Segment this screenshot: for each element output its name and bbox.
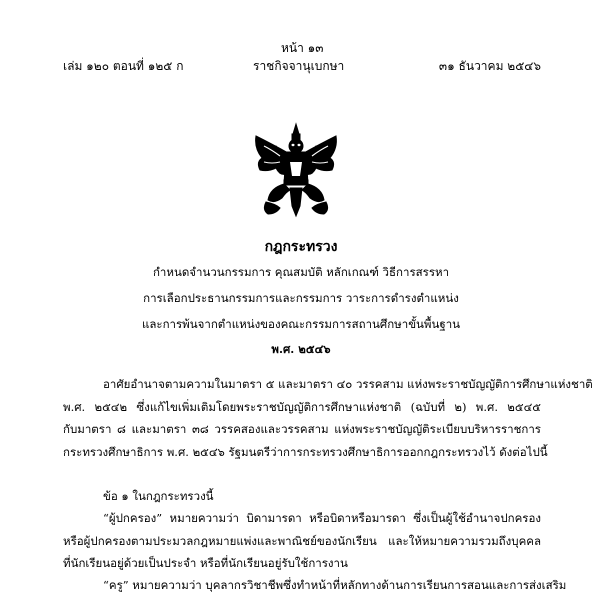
subtitle-line-3: และการพ้นจากตำแหน่งของคณะกรรมการสถานศึกษาขั้นพื้นฐาน xyxy=(141,317,461,331)
document-title: กฎกระทรวง xyxy=(264,239,338,255)
garuda-emblem-icon xyxy=(250,122,342,218)
teacher-line-1: “ครู” หมายความว่า บุคลากรวิชาชีพซึ่งทำหน้าที่หลักทางด้านการเรียนการสอนและการส่งเสริม xyxy=(103,578,567,592)
definition-guardian xyxy=(63,507,541,575)
preamble-line-4: กระทรวงศึกษาธิการ พ.ศ. ๒๕๔๖ รัฐมนตรีว่าการกระทรวงศึกษาธิการออกกฎกระทรวงไว้ ดังต่อไปนี้ xyxy=(63,444,548,459)
document-year: พ.ศ. ๒๕๔๖ xyxy=(271,342,331,356)
guardian-line-3: ที่นักเรียนอยู่ด้วยเป็นประจำ หรือที่นักเรียนอยู่รับใช้การงาน xyxy=(63,556,348,570)
gazette-date: ๓๑ ธันวาคม ๒๕๔๖ xyxy=(438,59,541,73)
page-number: หน้า ๑๓ xyxy=(281,41,324,55)
subtitle-line-1: กำหนดจำนวนกรรมการ คุณสมบัติ หลักเกณฑ์ วิธีการสรรหา xyxy=(152,265,450,279)
gazette-name: ราชกิจจานุเบกษา xyxy=(253,59,345,73)
definition-teacher xyxy=(63,574,567,597)
preamble-line-1: อาศัยอำนาจตามความในมาตรา ๕ และมาตรา ๔๐ วรรคสาม แห่งพระราชบัญญัติการศึกษาแห่งชาติ xyxy=(103,377,593,391)
guardian-line-2: หรือผู้ปกครองตามประมวลกฎหมายแพ่งและพาณิชย์ของนักเรียน และให้หมายความรวมถึงบุคคล xyxy=(63,533,541,548)
subtitle-line-2: การเลือกประธานกรรมการและกรรมการ วาระการดำรงตำแหน่ง xyxy=(143,291,459,305)
preamble-line-3: กับมาตรา ๘ และมาตรา ๓๘ วรรคสองและวรรคสาม แห่งพระราชบัญญัติระเบียบบริหารราชการ xyxy=(63,422,541,436)
guardian-line-1: “ผู้ปกครอง” หมายความว่า บิดามารดา หรือบิดาหรือมารดา ซึ่งเป็นผู้ใช้อำนาจปกครอง xyxy=(103,511,541,525)
gazette-volume: เล่ม ๑๒๐ ตอนที่ ๑๒๕ ก xyxy=(63,59,184,73)
clause-1-heading: ข้อ ๑ ในกฎกระทรวงนี้ xyxy=(103,489,214,503)
preamble-line-2: พ.ศ. ๒๕๔๒ ซึ่งแก้ไขเพิ่มเติมโดยพระราชบัญญัติการศึกษาแห่งชาติ (ฉบับที่ ๒) พ.ศ. ๒๕๔๕ xyxy=(63,399,541,414)
preamble-paragraph xyxy=(63,373,593,463)
